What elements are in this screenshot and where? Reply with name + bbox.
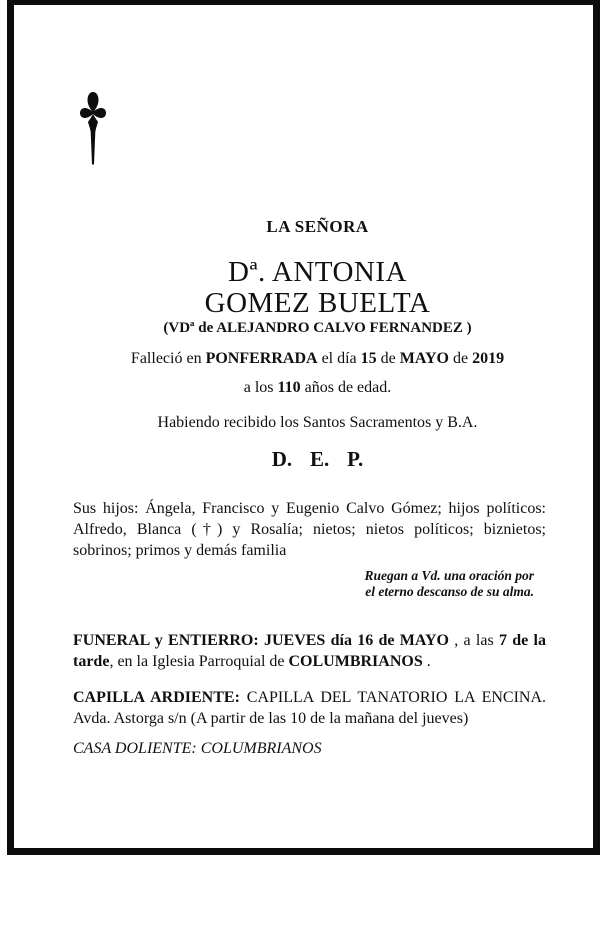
- death-place-date-line: Falleció en PONFERRADA el día 15 de MAYO de 2019: [130, 350, 505, 367]
- prayer-line2: el eterno descanso de su alma.: [365, 584, 534, 599]
- honorific: LA SEÑORA: [266, 217, 369, 236]
- deceased-name-line1: Dª. ANTONIA: [228, 256, 407, 288]
- widow-of-line: (VDª de ALEJANDRO CALVO FERNANDEZ ): [163, 320, 472, 336]
- card-content: [14, 89, 593, 932]
- prayer-line1: Ruegan a Vd. una oración por: [364, 568, 534, 583]
- rest-in-peace-abbreviation: D. E. P.: [271, 447, 364, 471]
- deceased-name-line2: GOMEZ BUELTA: [204, 287, 431, 319]
- sacraments-line: Habiendo recibido los Santos Sacramentos y B.A.: [157, 414, 478, 431]
- deceased-name: [89, 257, 546, 319]
- memorial-cross-icon: [77, 89, 546, 167]
- family-paragraph: Sus hijos: Ángela, Francisco y Eugenio Calvo Gómez; hijos políticos: Alfredo, Blanca (†) y Rosalía; nietos; nietos políticos; biznietos; sobrinos; primos y demás familia: [73, 500, 546, 559]
- card-border-frame: [7, 0, 600, 855]
- mourning-house-line: CASA DOLIENTE: COLUMBRIANOS: [73, 740, 322, 757]
- prayer-request: [73, 568, 546, 600]
- funeral-details-line: FUNERAL y ENTIERRO: JUEVES día 16 de MAYO , a las 7 de la tarde, en la Iglesia Parroquial de COLUMBRIANOS .: [73, 632, 546, 670]
- header-block: [73, 217, 546, 471]
- chapel-details-line: CAPILLA ARDIENTE: CAPILLA DEL TANATORIO LA ENCINA. Avda. Astorga s/n (A partir de las 10 de la mañana del jueves): [73, 689, 547, 727]
- age-line: a los 110 años de edad.: [243, 379, 392, 396]
